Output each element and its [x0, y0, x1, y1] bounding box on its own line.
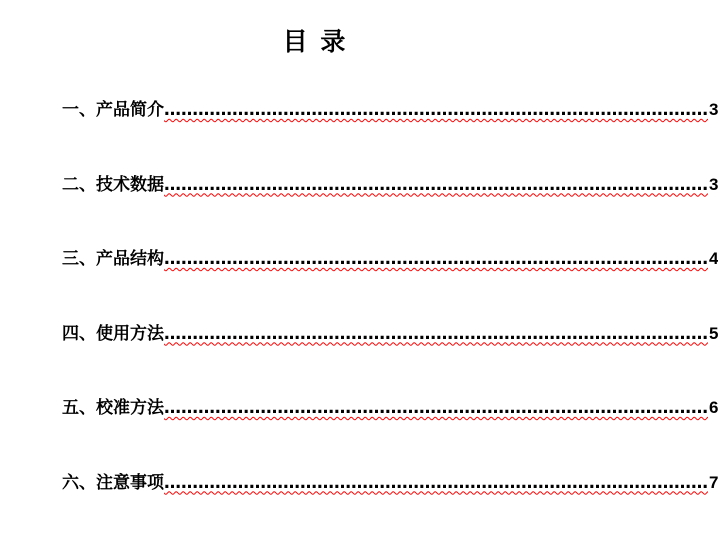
toc-entry-label: 四、使用方法: [62, 323, 164, 344]
toc-entry-page: 4: [709, 249, 718, 268]
toc-leader-dots: ……………………………………………………………………………………: [164, 398, 708, 418]
toc-entry-page: 3: [709, 100, 718, 119]
toc-entry: [62, 247, 718, 322]
toc-entry-page: 3: [709, 174, 718, 194]
toc-title: 目 录: [282, 27, 348, 56]
table-of-contents: [62, 98, 718, 545]
toc-leader-dots: ……………………………………………………………………………………: [164, 100, 708, 120]
toc-entry-label: 五、校准方法: [62, 398, 164, 418]
toc-entry: [62, 98, 718, 173]
toc-leader-dots: ……………………………………………………………………………………: [164, 249, 708, 269]
toc-entry-label: 六、注意事项: [62, 472, 164, 493]
toc-entry: [62, 173, 718, 248]
toc-entry: [62, 471, 718, 546]
toc-entry-label: 三、产品结构: [62, 249, 164, 269]
toc-leader-dots: ……………………………………………………………………………………: [164, 323, 708, 344]
toc-leader-dots: ……………………………………………………………………………………: [164, 174, 708, 195]
toc-entry-label: 二、技术数据: [62, 174, 164, 195]
toc-leader-dots: ……………………………………………………………………………………: [164, 472, 708, 493]
toc-entry-label: 一、产品简介: [62, 100, 164, 120]
toc-entry: [62, 322, 718, 397]
toc-entry-page: 5: [709, 323, 718, 343]
toc-entry-page: 6: [709, 398, 718, 417]
toc-entry-page: 7: [709, 472, 718, 492]
toc-entry: [62, 396, 718, 471]
